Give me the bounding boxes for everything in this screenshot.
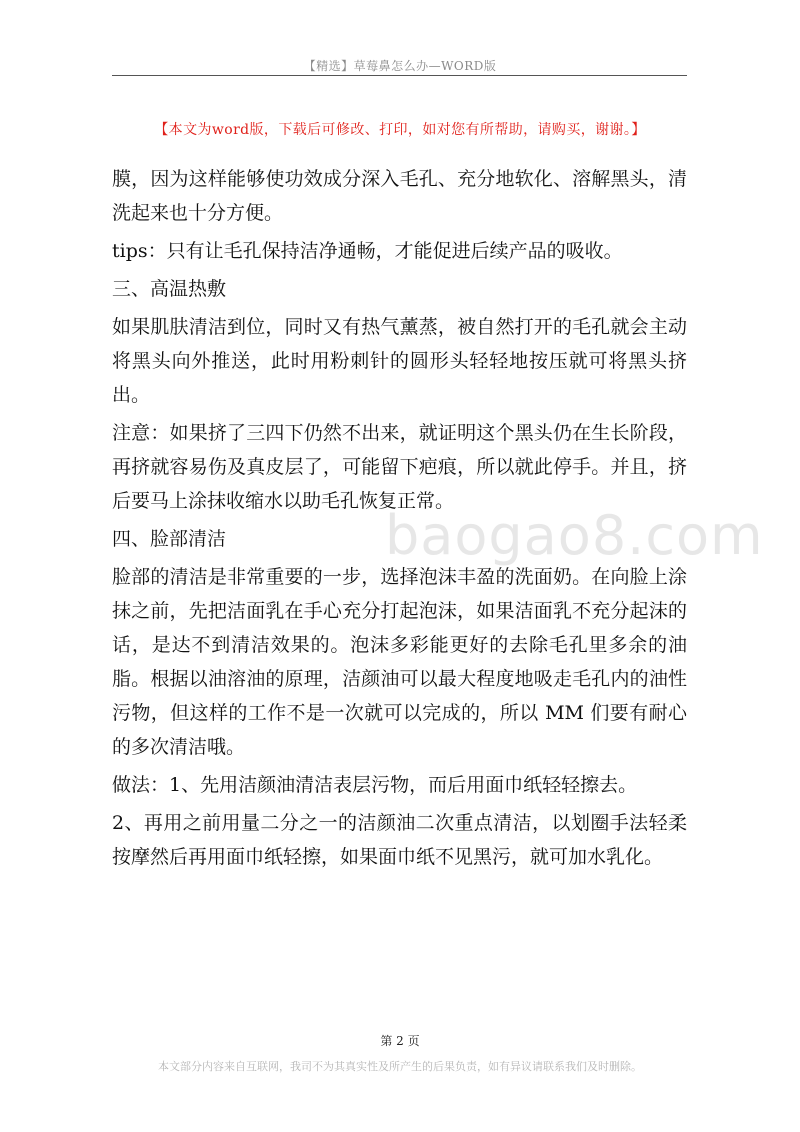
download-notice: 【本文为word版，下载后可修改、打印，如对您有所帮助，请购买，谢谢。】	[154, 122, 646, 138]
document-body	[112, 162, 687, 878]
watermark: baogao8.com	[385, 504, 764, 567]
method-step: 2、再用之前用量二分之一的洁颜油二次重点清洁，以划圈手法轻柔按摩然后再用面巾纸轻擦，如果面巾纸不见黑污，就可加水乳化。	[112, 812, 687, 868]
tips-paragraph: tips：只有让毛孔保持洁净通畅，才能促进后续产品的吸收。	[112, 240, 623, 262]
section-heading: 四、脸部清洁	[112, 528, 227, 550]
paragraph: 脸部的清洁是非常重要的一步，选择泡沫丰盈的洗面奶。在向脸上涂抹之前，先把洁面乳在手心充分打起泡沫，如果洁面乳不充分起沫的话，是达不到清洁效果的。泡沫多彩能更好的去除毛孔里多余的油脂。根据以油溶油的原理，洁颜油可以最大程度地吸走毛孔内的油性污物，但这样的工作不是一次就可以完成的，所以 MM 们要有耐心的多次清洁哦。	[112, 566, 687, 758]
paragraph: 如果肌肤清洁到位，同时又有热气薰蒸，被自然打开的毛孔就会主动将黑头向外推送，此时用粉刺针的圆形头轻轻地按压就可将黑头挤出。	[112, 316, 687, 406]
paragraph: 膜，因为这样能够使功效成分深入毛孔、充分地软化、溶解黑头，清洗起来也十分方便。	[112, 168, 687, 224]
section-heading: 三、高温热敷	[112, 278, 227, 300]
page-number: 第 2 页	[380, 1034, 420, 1048]
header-divider	[112, 75, 687, 76]
header-title: 【精选】草莓鼻怎么办—WORD版	[303, 59, 497, 73]
method-step: 做法：1、先用洁颜油清洁表层污物，而后用面巾纸轻轻擦去。	[112, 774, 638, 796]
note-paragraph: 注意：如果挤了三四下仍然不出来，就证明这个黑头仍在生长阶段，再挤就容易伤及真皮层了，可能留下疤痕，所以就此停手。并且，挤后要马上涂抹收缩水以助毛孔恢复正常。	[112, 422, 687, 512]
footer-disclaimer: 本文部分内容来自互联网，我司不为其真实性及所产生的后果负责，如有异议请联系我们及时删除。	[158, 1060, 642, 1073]
